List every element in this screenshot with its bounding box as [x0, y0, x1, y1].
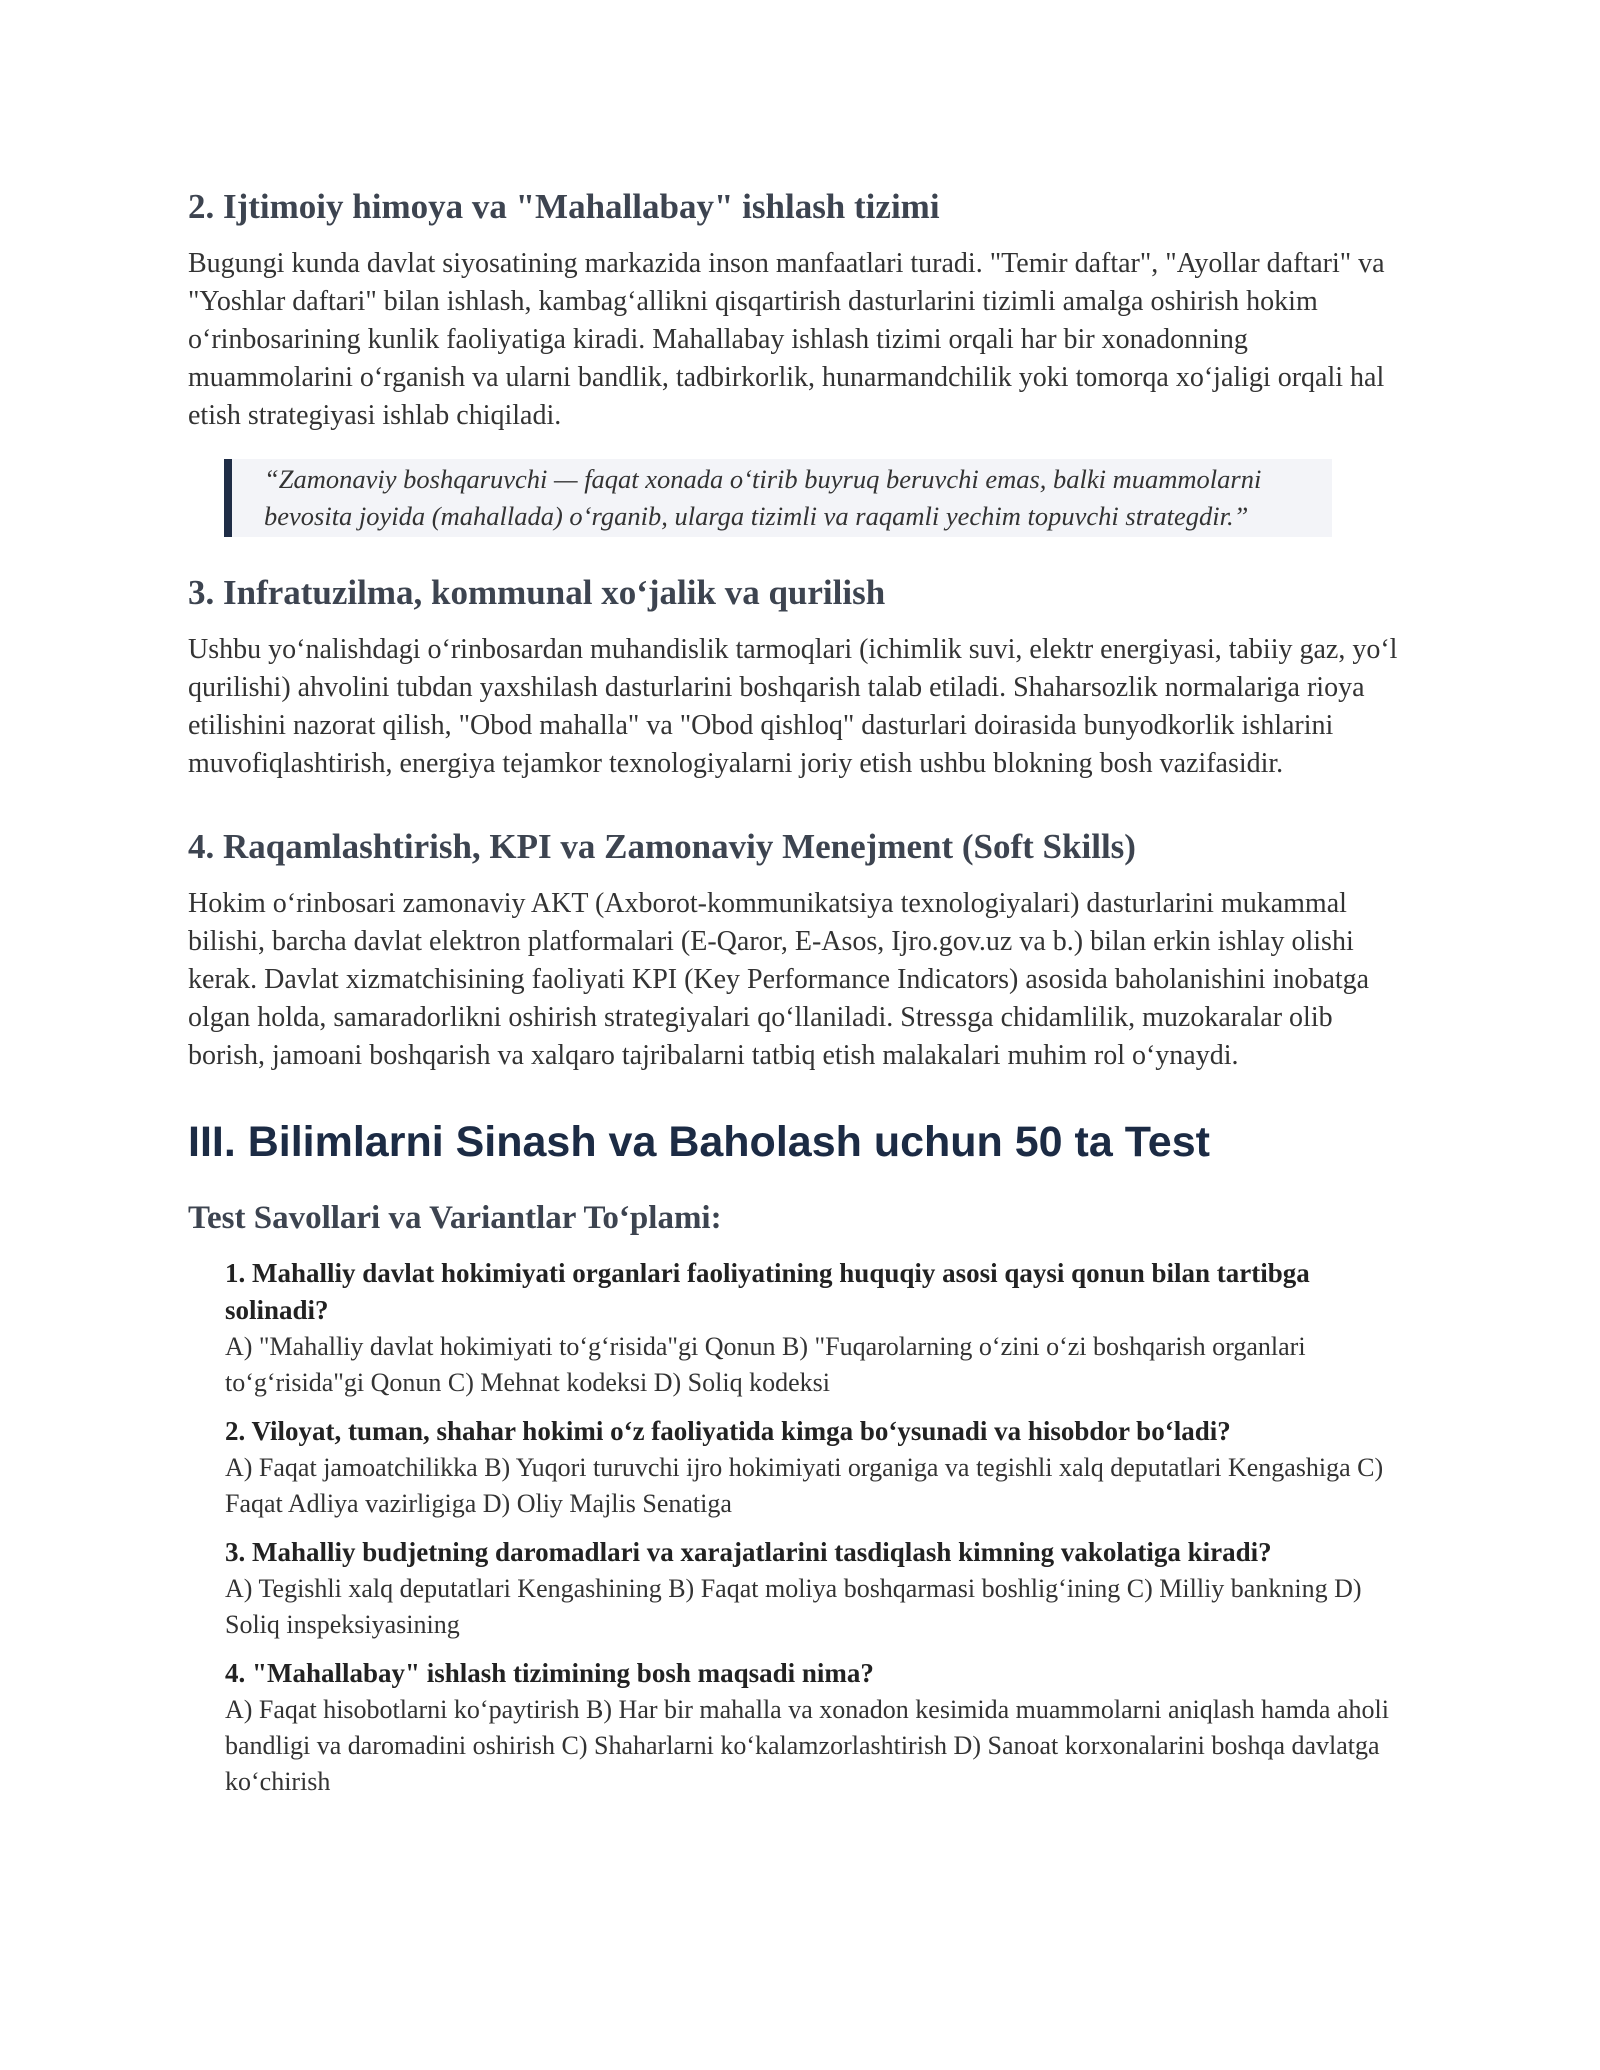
question-options: A) Faqat jamoatchilikka B) Yuqori turuvchi ijro hokimiyati organiga va tegishli xalq deputatlari Kengashiga C) Faqat Adliya vazirligiga D) Oliy Majlis Senatiga — [225, 1453, 1384, 1518]
blockquote — [224, 459, 1332, 537]
question-text: 2. Viloyat, tuman, shahar hokimi oʻz faoliyatida kimga boʻysunadi va hisobdor boʻladi? — [225, 1416, 1231, 1446]
section-heading-2: 2. Ijtimoiy himoya va "Mahallabay" ishlash tizimi — [188, 187, 940, 226]
section-body-3: Ushbu yoʻnalishdagi oʻrinbosardan muhandislik tarmoqlari (ichimlik suvi, elektr energiyasi, tabiiy gaz, yoʻl qurilishi) ahvolini tubdan yaxshilash dasturlarini boshqarish talab etiladi. Shaharsozlik normalariga rioya etilishini nazorat qilish, "Obod mahalla" va "Obod qishloq" dasturlari doirasida bunyodkorlik ishlarini muvofiqlashtirish, energiya tejamkor texnologiyalarni joriy etish ushbu blokning bosh vazifasidir. — [188, 634, 1398, 779]
section-body-2: Bugungi kunda davlat siyosatining markazida inson manfaatlari turadi. "Temir daftar", "Ayollar daftari" va "Yoshlar daftari" bilan ishlash, kambagʻallikni qisqartirish dasturlarini tizimli amalga oshirish hokim oʻrinbosarining kunlik faoliyatiga kiradi. Mahallabay ishlash tizimi orqali har bir xonadonning muammolarini oʻrganish va ularni bandlik, tadbirkorlik, hunarmandchilik yoki tomorqa xoʻjaligi orqali hal etish strategiyasi ishlab chiqiladi. — [188, 248, 1385, 431]
part-title: III. Bilimlarni Sinash va Baholash uchun 50 ta Test — [188, 1118, 1210, 1166]
document-page — [188, 185, 1410, 1812]
question-item — [225, 1255, 1405, 1401]
section-body-4: Hokim oʻrinbosari zamonaviy AKT (Axborot-kommunikatsiya texnologiyalari) dasturlarini mukammal bilishi, barcha davlat elektron platformalari (E-Qaror, E-Asos, Ijro.gov.uz va b.) bilan erkin ishlay olishi kerak. Davlat xizmatchisining faoliyati KPI (Key Performance Indicators) asosida baholanishini inobatga olgan holda, samaradorlikni oshirish strategiyalari qoʻllaniladi. Stressga chidamlilik, muzokaralar olib borish, jamoani boshqarish va xalqaro tajribalarni tatbiq etish malakalari muhim rol oʻynaydi. — [188, 888, 1370, 1071]
question-text: 1. Mahalliy davlat hokimiyati organlari faoliyatining huquqiy asosi qaysi qonun bilan tartibga solinadi? — [225, 1258, 1310, 1325]
question-options: A) Faqat hisobotlarni koʻpaytirish B) Har bir mahalla va xonadon kesimida muammolarni aniqlash hamda aholi bandligi va daromadini oshirish C) Shaharlarni koʻkalamzorlashtirish D) Sanoat korxonalarini boshqa davlatga koʻchirish — [225, 1695, 1389, 1796]
question-item — [225, 1534, 1405, 1643]
question-item — [225, 1655, 1405, 1800]
question-options: A) Tegishli xalq deputatlari Kengashining B) Faqat moliya boshqarmasi boshligʻining C) Milliy bankning D) Soliq inspeksiyasining — [225, 1574, 1362, 1639]
section-heading-4: 4. Raqamlashtirish, KPI va Zamonaviy Menejment (Soft Skills) — [188, 827, 1136, 866]
question-text: 4. "Mahallabay" ishlash tizimining bosh maqsadi nima? — [225, 1658, 874, 1688]
section-heading-3: 3. Infratuzilma, kommunal xoʻjalik va qurilish — [188, 573, 886, 612]
question-text: 3. Mahalliy budjetning daromadlari va xarajatlarini tasdiqlash kimning vakolatiga kiradi? — [225, 1537, 1272, 1567]
question-item — [225, 1413, 1405, 1522]
question-options: A) "Mahalliy davlat hokimiyati toʻgʻrisida"gi Qonun B) "Fuqarolarning oʻzini oʻzi boshqarish organlari toʻgʻrisida"gi Qonun C) Mehnat kodeksi D) Soliq kodeksi — [225, 1332, 1306, 1397]
question-list — [225, 1255, 1405, 1800]
blockquote-text: “Zamonaviy boshqaruvchi — faqat xonada oʻtirib buyruq beruvchi emas, balki muammolarni bevosita joyida (mahallada) oʻrganib, ularga tizimli va raqamli yechim topuvchi strategdir.” — [264, 464, 1262, 531]
test-subtitle: Test Savollari va Variantlar Toʻplami: — [188, 1200, 722, 1236]
